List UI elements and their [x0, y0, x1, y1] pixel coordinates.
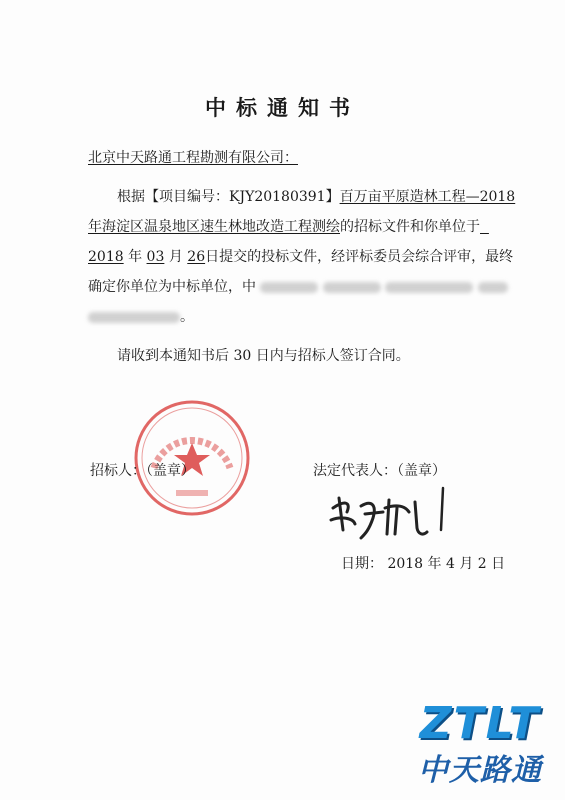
- body-line-6: 请收到本通知书后 30 日内与招标人签订合同。: [117, 348, 410, 364]
- seal-icon: [132, 398, 252, 518]
- project-name-part2: 年海淀区温泉地区速生林地改造工程测绘: [88, 219, 340, 235]
- date-month: 03: [146, 249, 165, 265]
- body-line-3: [88, 246, 513, 266]
- body-line-4: [88, 276, 508, 296]
- document-title: 中标通知书: [205, 95, 360, 120]
- addressee: 北京中天路通工程勘测有限公司：: [88, 150, 298, 166]
- project-name-part1: 百万亩平原造林工程—2018: [339, 189, 516, 205]
- redacted-text: [88, 312, 180, 323]
- date-day: 26: [187, 249, 206, 265]
- body-line-2: [88, 216, 489, 236]
- date-year: 2018: [88, 249, 124, 265]
- signature-icon: [325, 478, 455, 548]
- line4-prefix: 确定你单位为中标单位，: [88, 279, 242, 295]
- date-month-unit: 月: [168, 249, 183, 265]
- body-line-5: [88, 306, 194, 326]
- tenderer-label: 招标人：（盖章）: [90, 463, 195, 479]
- redacted-text: [323, 282, 381, 293]
- date-year-unit: 年: [128, 249, 143, 265]
- line5-end: 。: [180, 309, 194, 325]
- project-number: 根据【项目编号：KJY20180391】: [117, 189, 340, 205]
- line2-suffix: 的招标文件和你单位于: [340, 219, 480, 235]
- logo-text-en: ZTLT: [419, 698, 541, 749]
- redacted-text: [260, 282, 318, 293]
- logo-text-cn: 中天路通: [418, 753, 542, 788]
- company-logo: [405, 697, 555, 797]
- body-line-1: [117, 186, 515, 206]
- redacted-text: [385, 282, 473, 293]
- document-date: 日期： 2018 年 4 月 2 日: [341, 556, 506, 572]
- redacted-start: 中: [242, 279, 256, 295]
- legal-rep-label: 法定代表人：（盖章）: [313, 463, 446, 479]
- redacted-text: [478, 282, 508, 293]
- line3-suffix: 日提交的投标文件，经评标委员会综合评审，最终: [205, 249, 514, 265]
